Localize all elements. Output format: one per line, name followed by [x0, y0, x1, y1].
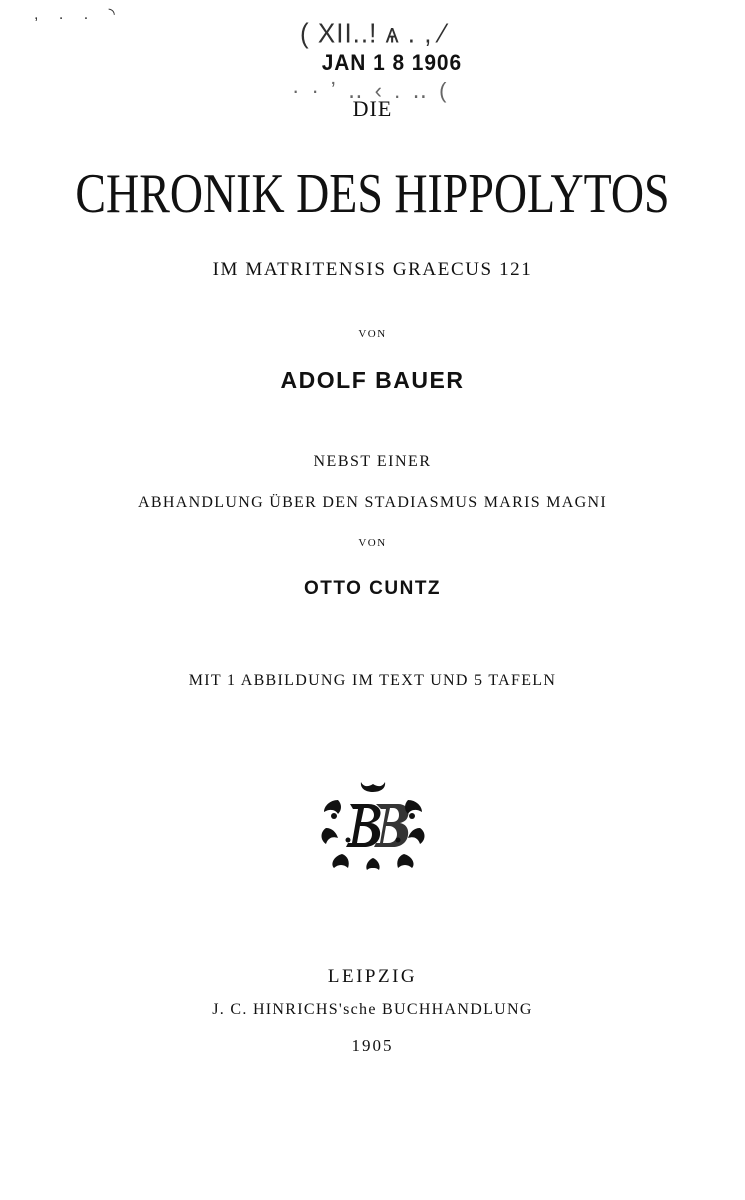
nebst-line: NEBST EINER	[313, 453, 432, 470]
library-stamp-top: ( XII..! ѧ . , ⁄	[300, 17, 447, 49]
publication-place: LEIPZIG	[327, 966, 418, 987]
title-article: DIE	[352, 96, 393, 121]
abhandlung-line: ABHANDLUNG ÜBER DEN STADIASMUS MARIS MAGNI	[138, 494, 607, 511]
printer-mark-emblem-icon	[318, 780, 428, 872]
library-stamp-date: JAN 1 8 1906	[321, 50, 463, 75]
author-secondary: OTTO CUNTZ	[303, 578, 442, 599]
book-subtitle: IM MATRITENSIS GRAECUS 121	[212, 259, 533, 280]
book-title: CHRONIK DES HIPPOLYTOS	[75, 163, 670, 225]
publisher-name: J. C. HINRICHS'sche BUCHHANDLUNG	[212, 1001, 533, 1018]
illustrations-note: MIT 1 ABBILDUNG IM TEXT UND 5 TAFELN	[188, 672, 557, 689]
corner-marks: , . . ◝	[34, 6, 123, 23]
library-stamp-scribble: · · ʼ ‥ ‹ . ‥ (	[292, 78, 450, 103]
author-primary: ADOLF BAUER	[280, 367, 465, 393]
von-label-1: VON	[358, 328, 387, 340]
von-label-2: VON	[358, 537, 387, 549]
publication-year: 1905	[351, 1036, 394, 1055]
